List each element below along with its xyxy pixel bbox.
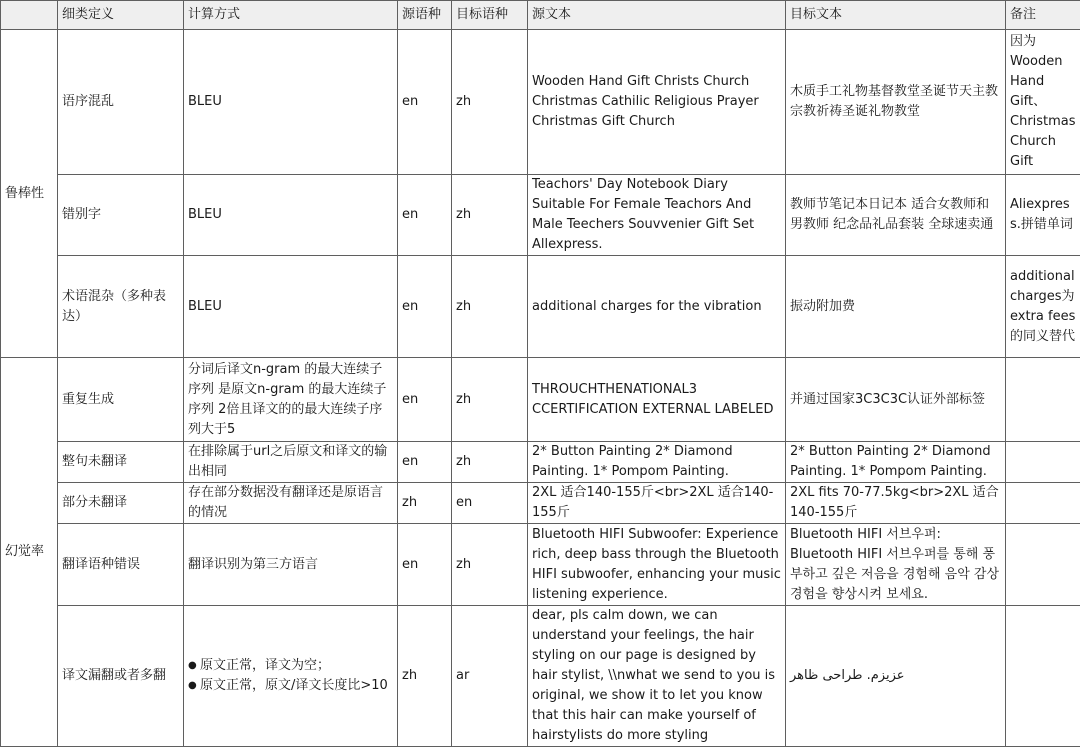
cell-subtype: 整句未翻译 — [58, 442, 184, 483]
table-row — [1, 175, 1080, 256]
cell-note — [1006, 358, 1080, 442]
cell-target-language: ar — [452, 606, 528, 747]
cell-target-language: zh — [452, 175, 528, 256]
cell-source-text: Teachors' Day Notebook Diary Suitable For Female Teachors And Male Teechers Souvvenier Gift Set Allexpress. — [528, 175, 786, 256]
method-bullet-item: ● 原文正常，原文/译文长度比>10 — [200, 676, 393, 696]
cell-subtype: 术语混杂（多种表达） — [58, 256, 184, 358]
cell-subtype: 译文漏翻或者多翻 — [58, 606, 184, 747]
cell-target-language: zh — [452, 256, 528, 358]
cell-method: BLEU — [184, 256, 398, 358]
table-row — [1, 256, 1080, 358]
header-target-language: 目标语种 — [452, 1, 528, 30]
cell-target-text: 木质手工礼物基督教堂圣诞节天主教宗教祈祷圣诞礼物教堂 — [786, 30, 1006, 175]
cell-target-language: zh — [452, 358, 528, 442]
header-note: 备注 — [1006, 1, 1080, 30]
cell-target-language: zh — [452, 30, 528, 175]
cell-source-language: zh — [398, 606, 452, 747]
header-target-text: 目标文本 — [786, 1, 1006, 30]
cell-target-text: Bluetooth HIFI 서브우퍼: Bluetooth HIFI 서브우퍼를 통해 풍부하고 깊은 저음을 경험해 음악 감상 경험을 향상시켜 보세요. — [786, 524, 1006, 606]
cell-method: 翻译识别为第三方语言 — [184, 524, 398, 606]
header-subtype: 细类定义 — [58, 1, 184, 30]
cell-source-language: zh — [398, 483, 452, 524]
cell-subtype: 语序混乱 — [58, 30, 184, 175]
cell-target-text: 并通过国家3C3C3C认证外部标签 — [786, 358, 1006, 442]
table-row — [1, 30, 1080, 175]
cell-source-language: en — [398, 256, 452, 358]
cell-source-language: en — [398, 30, 452, 175]
cell-method — [184, 606, 398, 747]
cell-subtype: 错别字 — [58, 175, 184, 256]
cell-method: BLEU — [184, 175, 398, 256]
cell-note: additional charges为extra fees的同义替代 — [1006, 256, 1080, 358]
table-row — [1, 606, 1080, 747]
cell-source-text: Wooden Hand Gift Christs Church Christmas Cathilic Religious Prayer Christmas Gift Church — [528, 30, 786, 175]
header-source-text: 源文本 — [528, 1, 786, 30]
cell-target-text: 2* Button Painting 2* Diamond Painting. 1* Pompom Painting. — [786, 442, 1006, 483]
cell-target-text: 教师节笔记本日记本 适合女教师和男教师 纪念品礼品套装 全球速卖通 — [786, 175, 1006, 256]
cell-source-text: additional charges for the vibration — [528, 256, 786, 358]
cell-source-text: dear, pls calm down, we can understand your feelings, the hair styling on our page is designed by hair stylist, \\nwhat we send to you is original, we show it to let you know that this hair can make yourself of hairstylists do more styling — [528, 606, 786, 747]
method-bullet-item: ● 原文正常，译文为空； — [200, 656, 393, 676]
cell-method: BLEU — [184, 30, 398, 175]
cell-subtype: 重复生成 — [58, 358, 184, 442]
cell-note — [1006, 606, 1080, 747]
cell-target-language: en — [452, 483, 528, 524]
table-row — [1, 358, 1080, 442]
table-row — [1, 524, 1080, 606]
cell-subtype: 翻译语种错误 — [58, 524, 184, 606]
cell-source-language: en — [398, 175, 452, 256]
header-method: 计算方式 — [184, 1, 398, 30]
table-row — [1, 442, 1080, 483]
cell-source-language: en — [398, 442, 452, 483]
header-row — [1, 1, 1080, 30]
cell-source-text: Bluetooth HIFI Subwoofer: Experience rich, deep bass through the Bluetooth HIFI subwoofer, enhancing your music listening experience. — [528, 524, 786, 606]
cell-source-text: 2XL 适合140-155斤<br>2XL 适合140-155斤 — [528, 483, 786, 524]
category-robustness: 鲁棒性 — [1, 30, 58, 358]
cell-method: 在排除属于url之后原文和译文的输出相同 — [184, 442, 398, 483]
cell-source-text: 2* Button Painting 2* Diamond Painting. 1* Pompom Painting. — [528, 442, 786, 483]
cell-note — [1006, 524, 1080, 606]
header-source-language: 源语种 — [398, 1, 452, 30]
cell-source-language: en — [398, 524, 452, 606]
cell-target-language: zh — [452, 524, 528, 606]
cell-target-text: عزيزم. طراحی ظاهر — [786, 606, 1006, 747]
method-bullet-list — [188, 656, 393, 696]
cell-method: 分词后译文n-gram 的最大连续子序列 是原文n-gram 的最大连续子序列 2倍且译文的的最大连续子序列大于5 — [184, 358, 398, 442]
cell-note: 因为Wooden Hand Gift、Christmas Church Gift — [1006, 30, 1080, 175]
category-hallucination: 幻觉率 — [1, 358, 58, 747]
cell-source-language: en — [398, 358, 452, 442]
header-category — [1, 1, 58, 30]
cell-target-text: 振动附加费 — [786, 256, 1006, 358]
table-row — [1, 483, 1080, 524]
cell-target-language: zh — [452, 442, 528, 483]
cell-note: Aliexpress.拼错单词 — [1006, 175, 1080, 256]
cell-method: 存在部分数据没有翻译还是原语言的情况 — [184, 483, 398, 524]
cell-source-text: THROUCHTHENATIONAL3 CCERTIFICATION EXTERNAL LABELED — [528, 358, 786, 442]
cell-target-text: 2XL fits 70-77.5kg<br>2XL 适合140-155斤 — [786, 483, 1006, 524]
cell-subtype: 部分未翻译 — [58, 483, 184, 524]
cell-note — [1006, 442, 1080, 483]
cell-note — [1006, 483, 1080, 524]
